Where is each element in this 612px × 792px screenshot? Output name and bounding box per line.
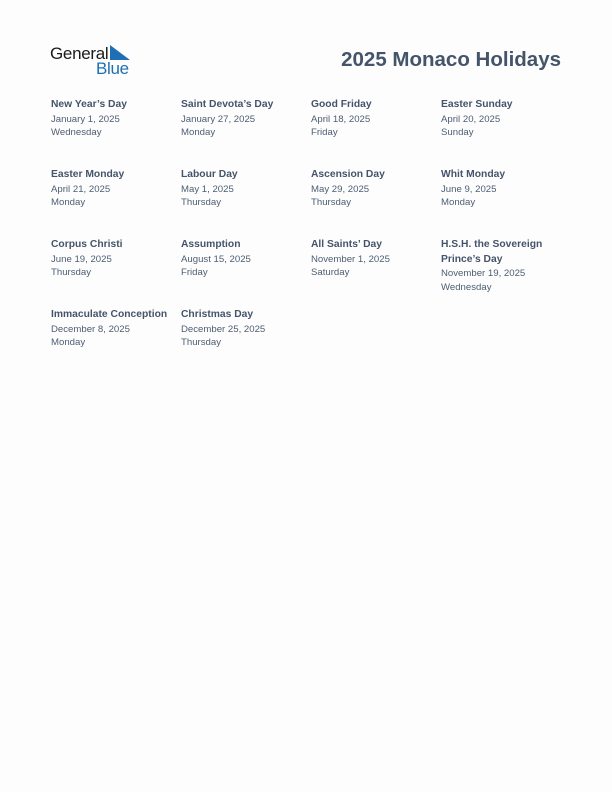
holiday-date: August 15, 2025: [181, 253, 251, 265]
holiday-weekday: Friday: [311, 127, 338, 138]
holiday-item: [181, 238, 311, 308]
logo-text-blue: Blue: [96, 59, 129, 78]
holiday-weekday: Monday: [441, 197, 476, 208]
holiday-grid: [51, 98, 571, 378]
holiday-name: New Year’s Day: [51, 99, 127, 110]
holiday-date: June 19, 2025: [51, 253, 112, 265]
holiday-item: [441, 168, 571, 238]
holiday-date: November 1, 2025: [311, 253, 390, 265]
holiday-name: H.S.H. the Sovereign Prince’s Day: [441, 239, 543, 265]
holiday-date: June 9, 2025: [441, 183, 497, 195]
holiday-name: Christmas Day: [181, 309, 254, 320]
holiday-weekday: Wednesday: [51, 127, 102, 138]
holiday-name: Corpus Christi: [51, 239, 123, 250]
holiday-date: April 20, 2025: [441, 113, 501, 125]
holiday-item: [441, 238, 571, 308]
holiday-item: [181, 168, 311, 238]
holiday-weekday: Wednesday: [441, 281, 492, 293]
holiday-item: [181, 98, 311, 168]
holiday-date: April 21, 2025: [51, 183, 111, 195]
holiday-name: Labour Day: [181, 169, 238, 180]
holiday-name: Immaculate Conception: [51, 309, 168, 320]
holiday-item: [51, 168, 181, 238]
holiday-item: [311, 238, 441, 308]
holiday-date: May 29, 2025: [311, 183, 370, 195]
holiday-weekday: Thursday: [51, 267, 91, 278]
holiday-weekday: Thursday: [181, 197, 221, 208]
holiday-date: May 1, 2025: [181, 183, 234, 195]
holiday-weekday: Sunday: [441, 127, 474, 138]
holiday-date: December 25, 2025: [181, 323, 266, 335]
holiday-name: Easter Monday: [51, 169, 125, 180]
logo: [50, 44, 140, 78]
holiday-weekday: Monday: [181, 127, 216, 138]
holiday-name: Assumption: [181, 239, 241, 250]
holiday-name: Whit Monday: [441, 169, 506, 180]
holiday-name: Ascension Day: [311, 169, 385, 180]
holiday-item: [181, 308, 311, 378]
holiday-weekday: Thursday: [311, 197, 351, 208]
logo-text-general: General: [50, 44, 109, 63]
holiday-date: January 1, 2025: [51, 113, 120, 125]
holiday-date: December 8, 2025: [51, 323, 130, 335]
holiday-weekday: Friday: [181, 267, 208, 278]
holiday-date: November 19, 2025: [441, 268, 526, 279]
holiday-item: [51, 238, 181, 308]
holiday-weekday: Monday: [51, 337, 86, 348]
holiday-item: [51, 308, 181, 378]
holiday-name: Good Friday: [311, 99, 372, 110]
holiday-name: Saint Devota’s Day: [181, 99, 274, 110]
holiday-item: [311, 98, 441, 168]
holiday-name: Easter Sunday: [441, 99, 513, 110]
holiday-weekday: Saturday: [311, 267, 350, 278]
holiday-item: [51, 98, 181, 168]
holiday-weekday: Monday: [51, 197, 86, 208]
triangle-flag-icon: [110, 45, 130, 60]
page-title: 2025 Monaco Holidays: [341, 48, 561, 71]
holiday-name: All Saints’ Day: [311, 239, 382, 250]
holiday-date: January 27, 2025: [181, 113, 256, 125]
holiday-item: [441, 98, 571, 168]
holiday-item: [311, 168, 441, 238]
holiday-weekday: Thursday: [181, 337, 221, 348]
holiday-date: April 18, 2025: [311, 113, 371, 125]
